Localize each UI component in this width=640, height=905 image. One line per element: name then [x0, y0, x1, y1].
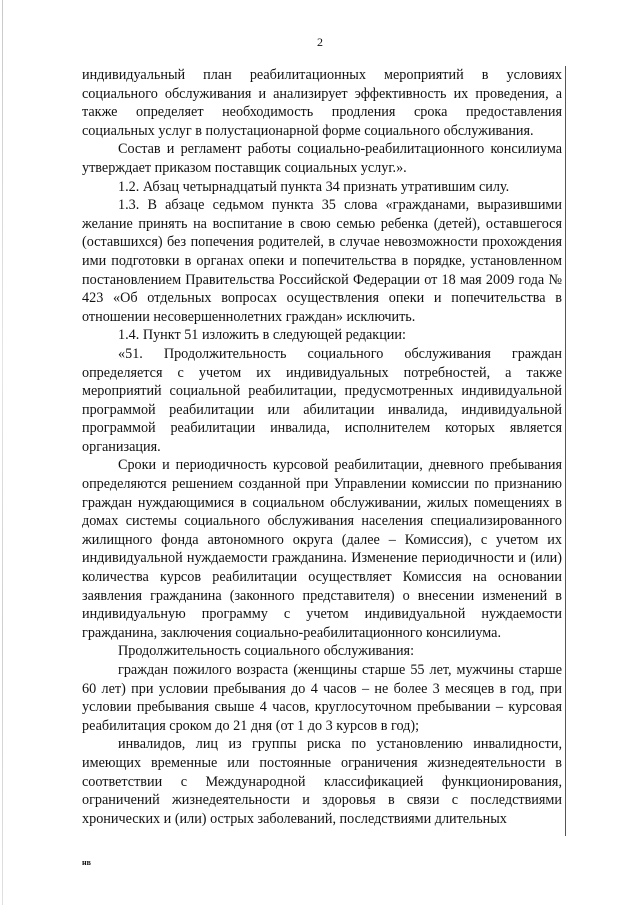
- paragraph: Продолжительность социального обслуживания:: [118, 643, 415, 660]
- margin-rule: [565, 66, 566, 836]
- paragraph: индивидуальный план реабилитационных мероприятий в условиях социального обслуживания и анализирует эффективность их проведения, а также определяет необходимость продления срока предоставления социальных услуг в полустационарной форме социального обслуживания.: [82, 67, 562, 139]
- paragraph: 1.2. Абзац четырнадцатый пункта 34 признать утратившим силу.: [118, 178, 510, 195]
- paragraph: «51. Продолжительность социального обслуживания граждан определяется с учетом их индивидуальных потребностей, а также мероприятий социальной реабилитации, предусмотренных индивидуальной программой реабилитации или абилитации инвалида, индивидуальной программой реабилитации инвалида, исполнителем которых является организация.: [82, 345, 562, 455]
- page-number: 2: [317, 35, 323, 49]
- paragraph: 1.4. Пункт 51 изложить в следующей редакции:: [118, 327, 406, 344]
- footer-mark: нв: [82, 858, 91, 867]
- paragraph: 1.3. В абзаце седьмом пункта 35 слова «гражданами, выразившими желание принять на воспитание в свою семью ребенка (детей), оставшегося (оставшихся) без попечения родителей, в случае невозможности прохождения ими подготовки в органах опеки и попечительства в порядке, установленном постановлением Правительства Российской Федерации от 18 мая 2009 года № 423 «Об отдельных вопросах осуществления опеки и попечительства в отношении несовершеннолетних граждан» исключить.: [82, 197, 562, 325]
- scan-edge: [2, 0, 3, 905]
- paragraph: инвалидов, лиц из группы риска по установлению инвалидности, имеющих временные или постоянные ограничения жизнедеятельности в соответствии с Международной классификацией функционирования, ограничений жизнедеятельности и здоровья в связи с последствиями хронических и (или) острых заболеваний, последствиями длительных: [82, 736, 562, 827]
- paragraph: Сроки и периодичность курсовой реабилитации, дневного пребывания определяются решением созданной при Управлении комиссии по признанию граждан нуждающимися в социальном обслуживании, жилых помещениях в домах системы социального обслуживания населения специализированного жилищного фонда автономного округа (далее – Комиссия), с учетом их индивидуальной нуждаемости гражданина. Изменение периодичности и (или) количества курсов реабилитации осуществляет Комиссия на основании заявления гражданина (законного представителя) о внесении изменений в индивидуальную программу с учетом индивидуальной нуждаемости гражданина, заключения социально-реабилитационного консилиума.: [82, 457, 562, 641]
- paragraph: граждан пожилого возраста (женщины старше 55 лет, мужчины старше 60 лет) при условии пребывания до 4 часов – не более 3 месяцев в год, при условии пребывания свыше 4 часов, круглосуточном пребывании – курсовая реабилитация сроком до 21 дня (от 1 до 3 курсов в год);: [82, 662, 562, 734]
- paragraph: Состав и регламент работы социально-реабилитационного консилиума утверждает приказом поставщик социальных услуг.».: [82, 141, 562, 176]
- document-body: [82, 66, 562, 828]
